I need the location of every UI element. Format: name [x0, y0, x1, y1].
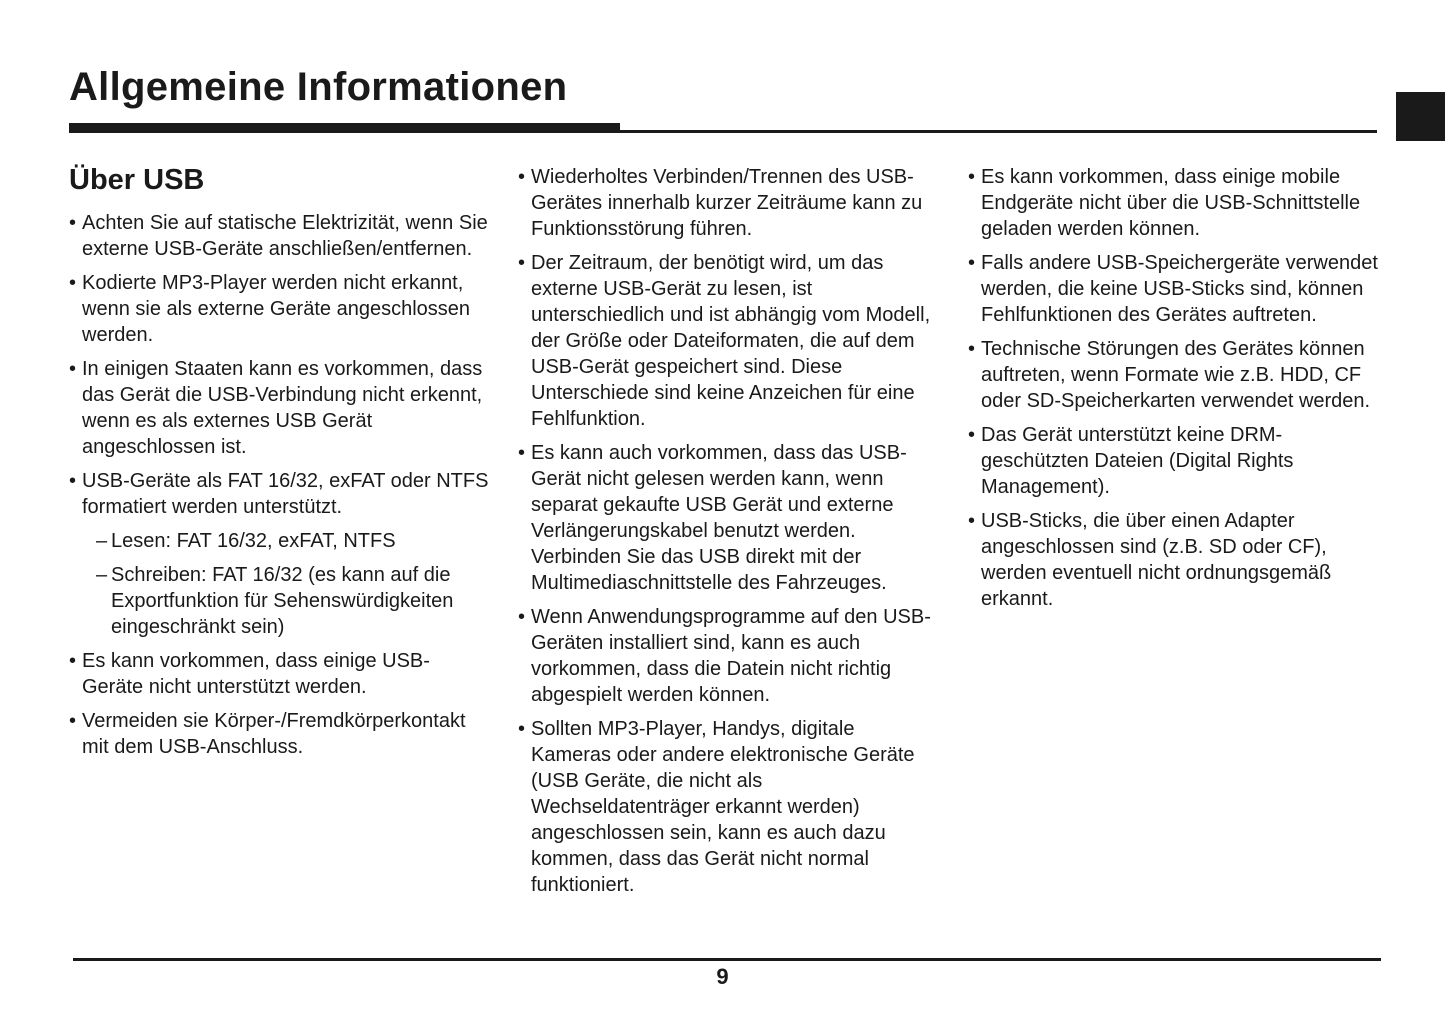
bullet-list-column-2: [518, 164, 938, 898]
list-item: • Es kann auch vorkommen, dass das USB-Gerät nicht gelesen werden kann, wenn separat gekaufte USB Gerät und externe Verlängerungskabel benutzt werden. Verbinden Sie das USB direkt mit der Multimediaschnittstelle des Fahrzeuges.: [518, 440, 938, 596]
list-item-formats: [69, 468, 489, 640]
sub-list-formats: [82, 528, 489, 640]
page-title: Allgemeine Informationen: [69, 65, 568, 109]
footer-rule: [73, 958, 1381, 961]
title-rule-thick: [69, 123, 620, 133]
bullet-list-column-1: [69, 210, 489, 760]
list-item: • Das Gerät unterstützt keine DRM-geschützten Dateien (Digital Rights Management).: [968, 422, 1388, 500]
list-item-text: USB-Geräte als FAT 16/32, exFAT oder NTFS formatiert werden unterstützt.: [82, 470, 489, 518]
list-item: • Der Zeitraum, der benötigt wird, um das externe USB-Gerät zu lesen, ist unterschiedlich und ist abhängig vom Modell, der Größe oder Dateiformaten, die auf dem USB-Gerät gespeichert sind. Diese Unterschiede sind keine Anzeichen für eine Fehlfunktion.: [518, 250, 938, 432]
list-item: • Wiederholtes Verbinden/Trennen des USB-Gerätes innerhalb kurzer Zeiträume kann zu Funktionsstörung führen.: [518, 164, 938, 242]
list-item: • Technische Störungen des Gerätes können auftreten, wenn Formate wie z.B. HDD, CF oder SD-Speicherkarten verwendet werden.: [968, 336, 1388, 414]
list-item: • Wenn Anwendungsprogramme auf den USB-Geräten installiert sind, kann es auch vorkommen, dass die Datein nicht richtig abgespielt werden können.: [518, 604, 938, 708]
title-rule-thin: [620, 130, 1377, 133]
list-item: • Achten Sie auf statische Elektrizität, wenn Sie externe USB-Geräte anschließen/entfernen.: [69, 210, 489, 262]
list-item: • Kodierte MP3-Player werden nicht erkannt, wenn sie als externe Geräte angeschlossen werden.: [69, 270, 489, 348]
list-item: • Vermeiden sie Körper-/Fremdkörperkontakt mit dem USB-Anschluss.: [69, 708, 489, 760]
list-item: • Es kann vorkommen, dass einige mobile Endgeräte nicht über die USB-Schnittstelle geladen werden können.: [968, 164, 1388, 242]
list-item: • Es kann vorkommen, dass einige USB-Geräte nicht unterstützt werden.: [69, 648, 489, 700]
bullet-list-column-3: [968, 164, 1388, 612]
text-column-3: [968, 164, 1388, 620]
list-item: • In einigen Staaten kann es vorkommen, dass das Gerät die USB-Verbindung nicht erkennt, wenn es als externes USB Gerät angeschlossen ist.: [69, 356, 489, 460]
section-heading: Über USB: [69, 164, 205, 196]
text-column-1: [69, 163, 489, 768]
text-column-2: [518, 164, 938, 906]
sub-list-item: – Schreiben: FAT 16/32 (es kann auf die Exportfunktion für Sehenswürdigkeiten eingeschränkt sein): [90, 562, 489, 640]
list-item: • Falls andere USB-Speichergeräte verwendet werden, die keine USB-Sticks sind, können Fehlfunktionen des Gerätes auftreten.: [968, 250, 1388, 328]
list-item: • Sollten MP3-Player, Handys, digitale Kameras oder andere elektronische Geräte (USB Geräte, die nicht als Wechseldatenträger erkannt werden) angeschlossen sein, kann es auch dazu kommen, dass das Gerät nicht normal funktioniert.: [518, 716, 938, 898]
page-number: 9: [716, 964, 729, 989]
list-item: • USB-Sticks, die über einen Adapter angeschlossen sind (z.B. SD oder CF), werden eventuell nicht ordnungsgemäß erkannt.: [968, 508, 1388, 612]
chapter-tab-marker: [1396, 92, 1445, 141]
sub-list-item: – Lesen: FAT 16/32, exFAT, NTFS: [90, 528, 489, 554]
